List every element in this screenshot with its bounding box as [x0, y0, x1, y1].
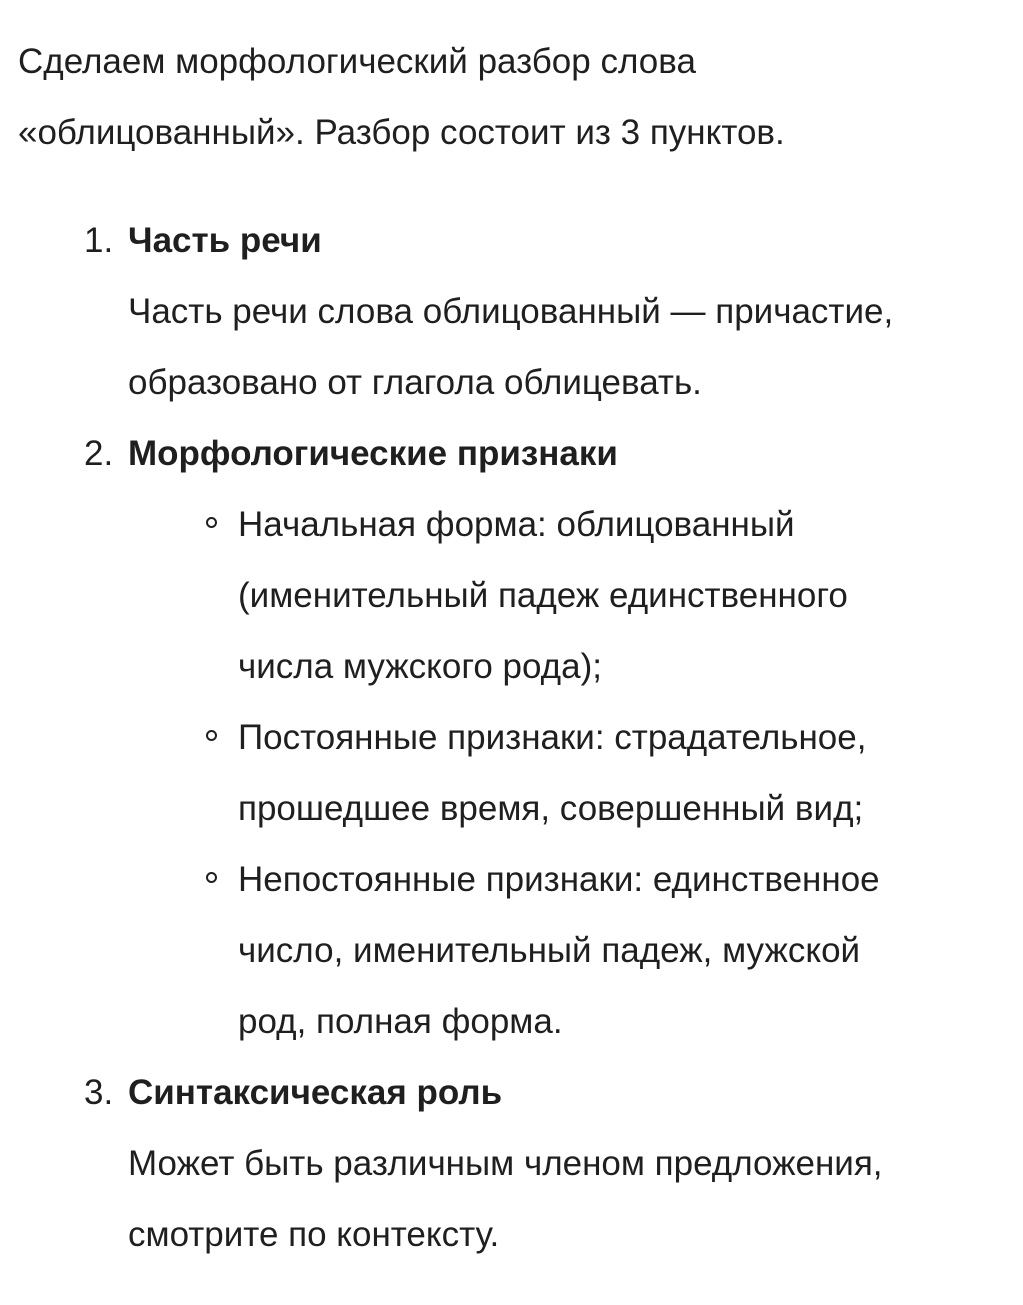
bullet-circle-icon — [206, 872, 217, 883]
item-heading: Часть речи — [128, 221, 322, 260]
bullet-text-line: числа мужского рода); — [238, 647, 602, 686]
item-text-line: Может быть различным членом предложения, — [128, 1144, 883, 1183]
bullet-variable-features — [238, 844, 1023, 1057]
bullet-circle-icon — [206, 730, 217, 741]
intro-line: «облицованный». Разбор состоит из 3 пунктов. — [18, 113, 785, 152]
item-text-line: Часть речи слова облицованный — причастие, — [128, 292, 894, 331]
bullet-circle-icon — [206, 517, 217, 528]
bullet-text-line: род, полная форма. — [238, 1002, 563, 1041]
item-text-line: смотрите по контексту. — [128, 1215, 500, 1254]
intro-paragraph — [18, 26, 785, 168]
bullet-text-line: (именительный падеж единственного — [238, 576, 848, 615]
item-heading: Морфологические признаки — [128, 434, 618, 473]
item-number: 3. — [84, 1073, 114, 1112]
bullet-initial-form — [238, 489, 1023, 702]
analysis-list — [0, 205, 1023, 1270]
item-number: 2. — [84, 434, 114, 473]
item-number: 1. — [84, 221, 114, 260]
bullet-text-line: Непостоянные признаки: единственное — [238, 860, 880, 899]
item-heading: Синтаксическая роль — [128, 1073, 503, 1112]
list-item-part-of-speech — [0, 205, 1023, 418]
bullet-text-line: Начальная форма: облицованный — [238, 505, 795, 544]
bullet-text-line: Постоянные признаки: страдательное, — [238, 718, 867, 757]
list-item-morphological-features — [0, 418, 1023, 1057]
item-text-line: образовано от глагола облицевать. — [128, 363, 702, 402]
bullet-constant-features — [238, 702, 1023, 844]
features-bullet-list — [238, 489, 1023, 1057]
list-item-syntactic-role — [0, 1057, 1023, 1270]
intro-line: Сделаем морфологический разбор слова — [18, 42, 696, 81]
bullet-text-line: прошедшее время, совершенный вид; — [238, 789, 864, 828]
bullet-text-line: число, именительный падеж, мужской — [238, 931, 861, 970]
